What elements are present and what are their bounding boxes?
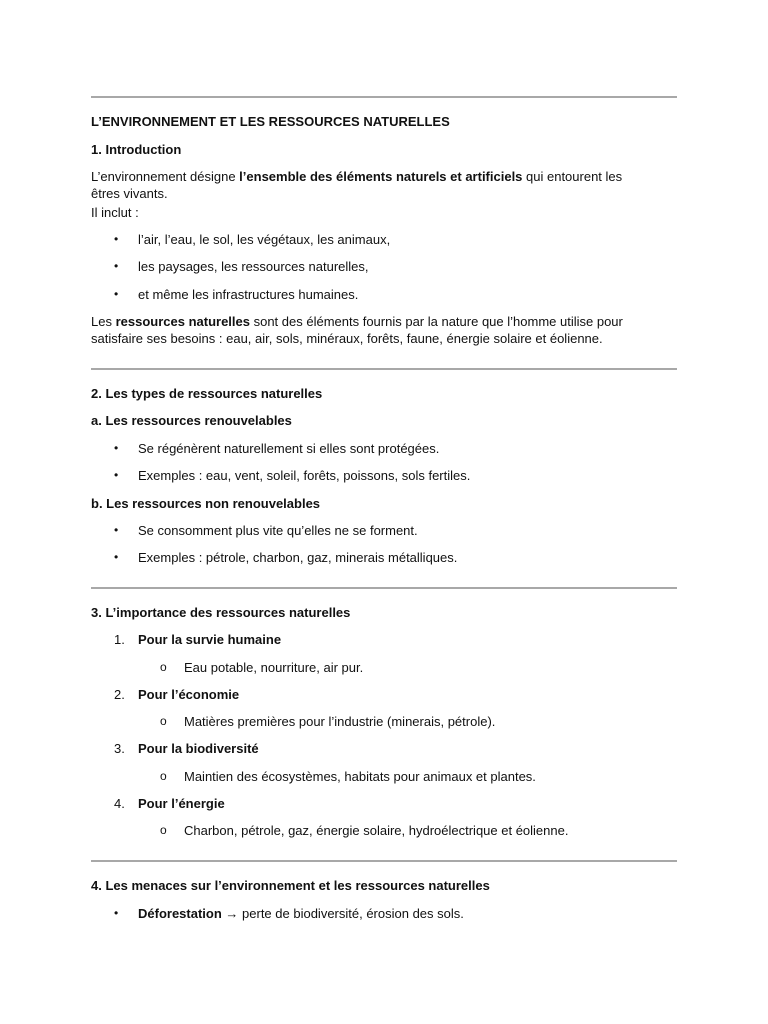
subheading-renewable: a. Les ressources renouvelables [91, 413, 292, 428]
bullet-icon: • [114, 550, 119, 564]
section-heading-importance: 3. L’importance des ressources naturelles [91, 605, 351, 620]
subheading-nonrenewable: b. Les ressources non renouvelables [91, 496, 321, 511]
bullet-icon: • [114, 468, 119, 482]
numbered-item-label: Pour la survie humaine [138, 632, 282, 647]
list-number: 1. [114, 632, 125, 647]
definition-bold-text: ressources naturelles [115, 314, 250, 329]
bullet-icon: • [114, 523, 119, 537]
section-heading-types: 2. Les types de ressources naturelles [91, 386, 323, 401]
arrow-icon: → [225, 906, 239, 921]
list-item: Se régénèrent naturellement si elles sont protégées. [138, 441, 440, 456]
circle-bullet-icon: o [160, 714, 167, 728]
threat-text: perte de biodiversité, érosion des sols. [238, 906, 464, 921]
list-number: 3. [114, 741, 125, 756]
horizontal-rule [91, 96, 677, 98]
bullet-icon: • [114, 259, 119, 273]
bullet-icon: • [114, 232, 119, 246]
list-item [138, 905, 464, 922]
section-heading-introduction: 1. Introduction [91, 142, 182, 157]
circle-bullet-icon: o [160, 660, 167, 674]
list-item: Exemples : eau, vent, soleil, forêts, poissons, sols fertiles. [138, 468, 471, 483]
list-item: les paysages, les ressources naturelles, [138, 259, 369, 274]
circle-bullet-icon: o [160, 769, 167, 783]
horizontal-rule [91, 860, 677, 862]
intro-paragraph [91, 168, 651, 202]
list-number: 2. [114, 687, 125, 702]
sub-list-item: Maintien des écosystèmes, habitats pour animaux et plantes. [184, 769, 536, 784]
definition-text: Les [91, 314, 116, 329]
numbered-item-label: Pour l’économie [138, 687, 240, 702]
list-item: Exemples : pétrole, charbon, gaz, minerais métalliques. [138, 550, 458, 565]
list-item: l’air, l’eau, le sol, les végétaux, les animaux, [138, 232, 391, 247]
intro-bold-text: l’ensemble des éléments naturels et artificiels [239, 169, 523, 184]
list-item: et même les infrastructures humaines. [138, 287, 359, 302]
section-heading-threats: 4. Les menaces sur l’environnement et les ressources naturelles [91, 878, 490, 893]
bullet-icon: • [114, 906, 119, 920]
intro-text-end: qui entourent les êtres vivants. [91, 169, 623, 201]
numbered-item-label: Pour l’énergie [138, 796, 225, 811]
sub-list-item: Eau potable, nourriture, air pur. [184, 660, 364, 675]
intro-text: L’environnement désigne [91, 169, 240, 184]
resources-definition-paragraph [91, 313, 651, 347]
horizontal-rule [91, 587, 677, 589]
circle-bullet-icon: o [160, 823, 167, 837]
sub-list-item: Charbon, pétrole, gaz, énergie solaire, hydroélectrique et éolienne. [184, 823, 569, 838]
list-number: 4. [114, 796, 125, 811]
sub-list-item: Matières premières pour l’industrie (minerais, pétrole). [184, 714, 496, 729]
list-item: Se consomment plus vite qu’elles ne se forment. [138, 523, 418, 538]
document-title: L’ENVIRONNEMENT ET LES RESSOURCES NATURELLES [91, 114, 450, 129]
numbered-item-label: Pour la biodiversité [138, 741, 259, 756]
threat-label: Déforestation [138, 906, 222, 921]
includes-label: Il inclut : [91, 205, 139, 220]
bullet-icon: • [114, 441, 119, 455]
definition-text-end: sont des éléments fournis par la nature que l’homme utilise pour satisfaire ses besoins : eau, air, sols, minéraux, forêts, faune, énergie solaire et éolienne. [91, 314, 623, 346]
bullet-icon: • [114, 287, 119, 301]
horizontal-rule [91, 368, 677, 370]
